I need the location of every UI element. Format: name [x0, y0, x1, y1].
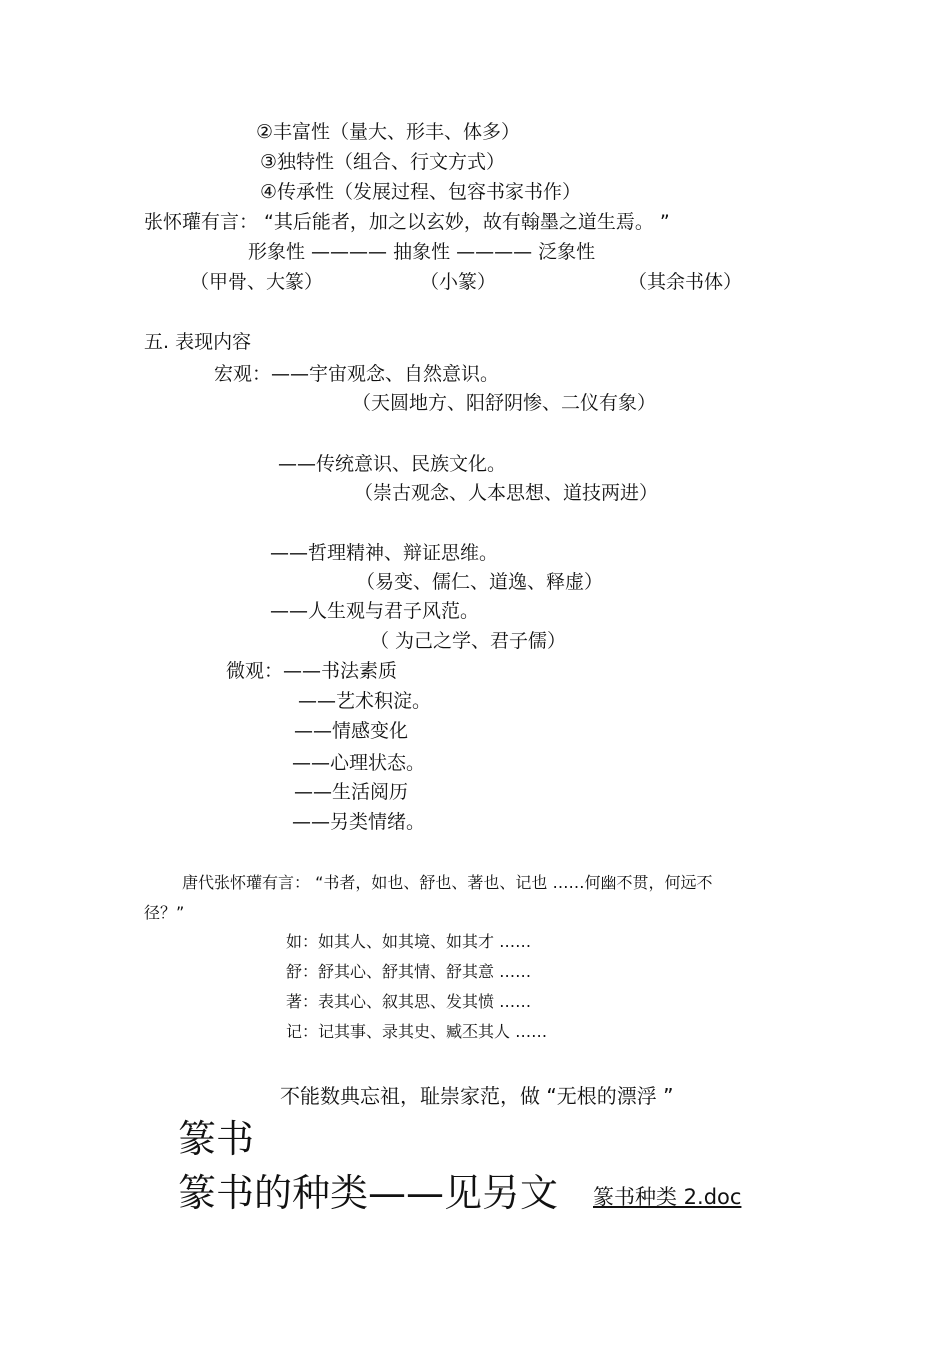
macro-note-2: （崇古观念、人本思想、道技两进）: [354, 482, 659, 504]
zhu-line: 著：表其心、叙其思、发其愤 ……: [286, 992, 532, 1011]
micro-line-1: 微观：——书法素质: [226, 660, 398, 682]
scale-line: 形象性 ———— 抽象性 ———— 泛象性: [248, 241, 596, 263]
micro-line-6: ——另类情绪。: [292, 811, 426, 833]
macro-note-1: （天圆地方、阳舒阴惨、二仪有象）: [352, 392, 657, 414]
section-heading: 五. 表现内容: [144, 331, 252, 353]
quote-tang-line-1: 唐代张怀瓘有言： “书者，如也、舒也、著也、记也 ……何幽不贯，何远不: [182, 873, 713, 892]
inheritance-line: ④传承性（发展过程、包容书家书作）: [260, 181, 582, 203]
micro-line-4: ——心理状态。: [292, 752, 426, 774]
seal-script-types-link[interactable]: 篆书种类 2.doc: [593, 1185, 742, 1209]
micro-line-2: ——艺术积淀。: [298, 690, 432, 712]
uniqueness-line: ③独特性（组合、行文方式）: [260, 151, 506, 173]
macro-line-4: ——人生观与君子风范。: [270, 600, 480, 622]
macro-note-3: （易变、儒仁、道逸、释虚）: [356, 571, 604, 593]
scale-small-seal-note: （小篆）: [420, 271, 497, 293]
seal-script-heading: 篆书: [178, 1117, 255, 1161]
macro-note-4: （ 为己之学、君子儒）: [370, 630, 567, 652]
macro-line-1: 宏观：——宇宙观念、自然意识。: [214, 363, 500, 385]
ji-line: 记：记其事、录其史、臧丕其人 ……: [286, 1022, 548, 1041]
quote-tang-line-2: 径？”: [144, 903, 185, 922]
richness-line: ②丰富性（量大、形丰、体多）: [256, 121, 521, 143]
micro-line-3: ——情感变化: [294, 720, 409, 742]
motto-line: 不能数典忘祖，耻崇家范，做 “无根的漂浮 ”: [280, 1084, 674, 1108]
shu-line: 舒：舒其心、舒其情、舒其意 ……: [286, 962, 532, 981]
ru-line: 如：如其人、如其境、如其才 ……: [286, 932, 532, 951]
macro-line-3: ——哲理精神、辩证思维。: [270, 542, 499, 564]
macro-line-2: ——传统意识、民族文化。: [278, 453, 507, 475]
seal-script-types-heading: 篆书的种类——见另文: [178, 1171, 559, 1215]
scale-oracle-note: （甲骨、大篆）: [190, 271, 324, 293]
scale-other-note: （其余书体）: [628, 271, 743, 293]
micro-line-5: ——生活阅历: [294, 781, 409, 803]
quote-zhang-huaiguan: 张怀瓘有言： “其后能者，加之以玄妙，故有翰墨之道生焉。 ”: [144, 211, 670, 233]
